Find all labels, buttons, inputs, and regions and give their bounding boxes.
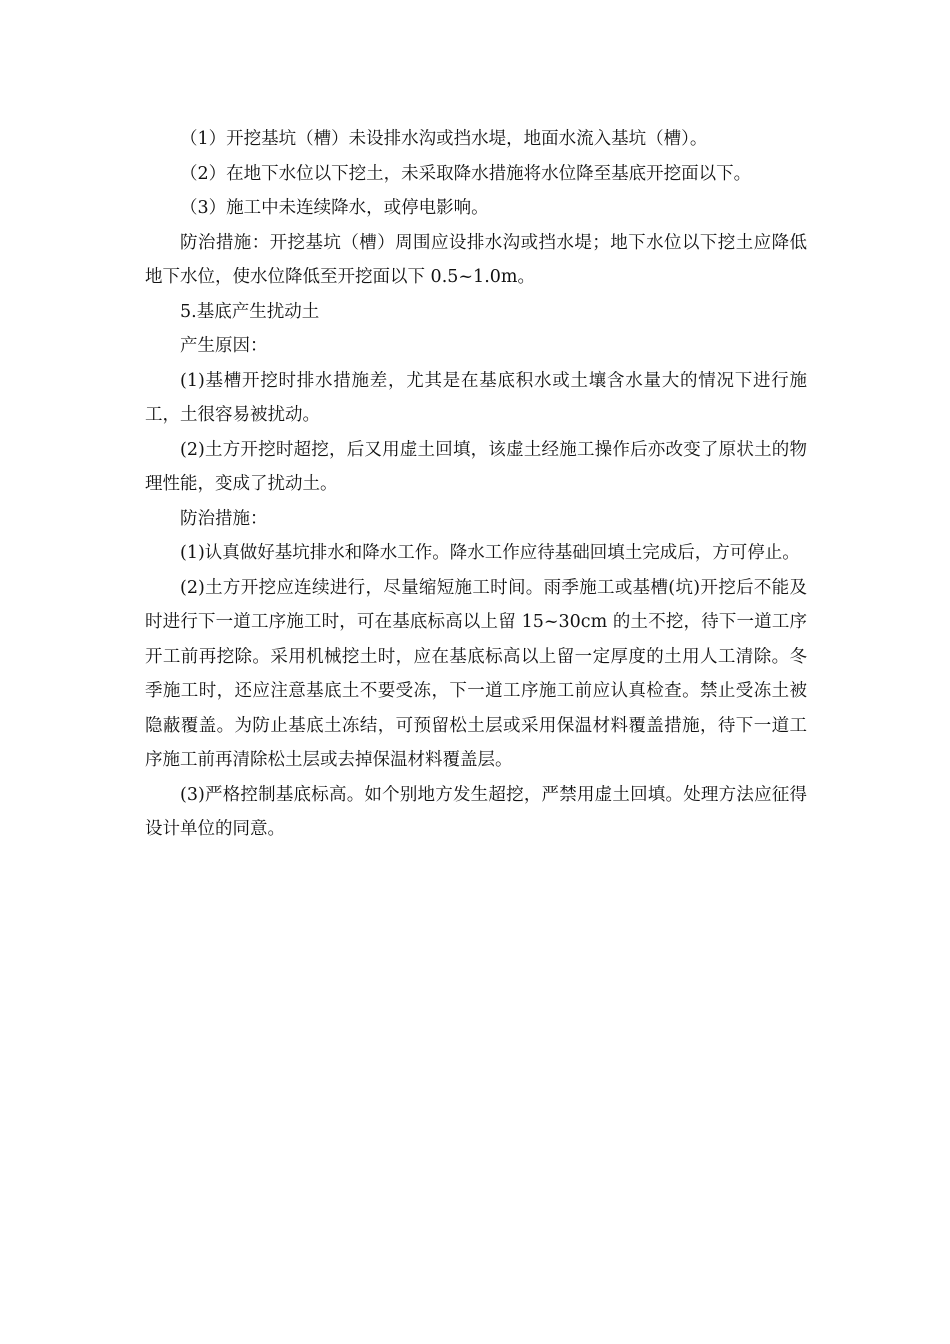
cause-item-1: （1）开挖基坑（槽）未设排水沟或挡水堤，地面水流入基坑（槽）。 xyxy=(180,129,708,149)
causes-label: 产生原因： xyxy=(180,336,268,356)
section-heading: 5.基底产生扰动土 xyxy=(180,301,320,322)
document-body xyxy=(145,122,807,847)
cause-item-2: （2）在地下水位以下挖土，未采取降水措施将水位降至基底开挖面以下。 xyxy=(180,163,752,184)
cause-item-3: （3）施工中未连续降水，或停电影响。 xyxy=(180,198,489,218)
prevention-item-1: (1)认真做好基坑排水和降水工作。降水工作应待基础回填土完成后，方可停止。 xyxy=(180,543,800,563)
disturbed-soil-cause-1: (1)基槽开挖时排水措施差，尤其是在基底积水或土壤含水量大的情况下进行施工，土很容易被扰动。 xyxy=(145,370,807,425)
disturbed-soil-cause-2: (2)土方开挖时超挖，后又用虚土回填，该虚土经施工操作后亦改变了原状土的物理性能，变成了扰动土。 xyxy=(145,439,807,494)
prevention-item-2: (2)土方开挖应连续进行，尽量缩短施工时间。雨季施工或基槽(坑)开挖后不能及时进行下一道工序施工时，可在基底标高以上留 15~30cm 的土不挖，待下一道工序开工前再挖除。采用机械挖土时，应在基底标高以上留一定厚度的土用人工清除。冬季施工时，还应注意基底土不要受冻，下一道工序施工前应认真检查。禁止受冻土被隐蔽覆盖。为防止基底土冻结，可预留松土层或采用保温材料覆盖措施，待下一道工序施工前再清除松土层或去掉保温材料覆盖层。 xyxy=(145,577,807,770)
prevention-label: 防治措施： xyxy=(180,508,268,529)
prevention-item-3: (3)严格控制基底标高。如个别地方发生超挖，严禁用虚土回填。处理方法应征得设计单位的同意。 xyxy=(145,784,807,839)
prevention-measures-paragraph: 防治措施：开挖基坑（槽）周围应设排水沟或挡水堤；地下水位以下挖土应降低地下水位，使水位降低至开挖面以下 0.5~1.0m。 xyxy=(145,232,807,287)
